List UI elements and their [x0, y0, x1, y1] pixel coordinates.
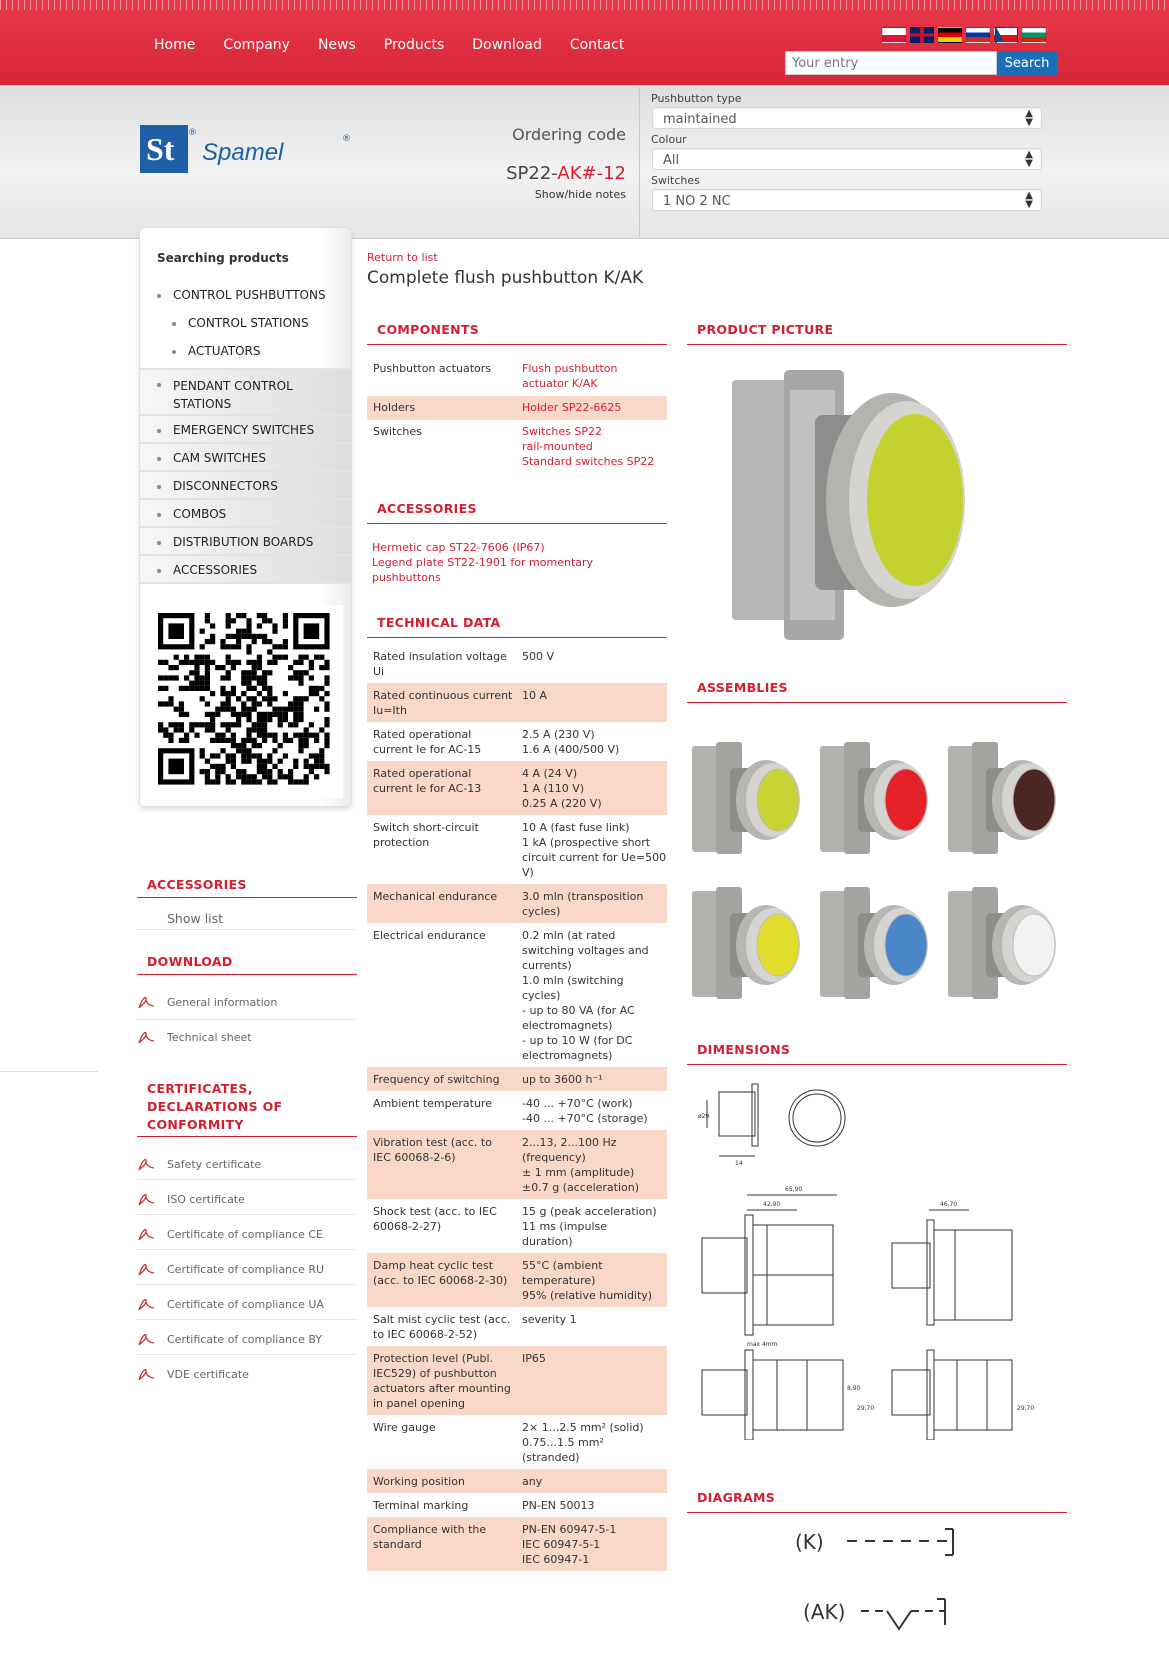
- row-value-line: 3.0 mln (transposition: [522, 890, 644, 903]
- show-hide-notes-link[interactable]: Show/hide notes: [534, 188, 626, 201]
- divider: [687, 1512, 1067, 1513]
- row-key-line: (acc. to IEC 60068-2-30): [373, 1274, 508, 1287]
- row-key: [373, 1498, 468, 1513]
- row-value-line: temperature): [522, 1274, 596, 1287]
- row-value-line: 2...13, 2...100 Hz: [522, 1136, 617, 1149]
- accessories-list: [372, 540, 593, 585]
- page-title: Complete flush pushbutton K/AK: [367, 268, 644, 288]
- nav-products[interactable]: Products: [383, 37, 445, 53]
- row-key-line: Damp heat cyclic test: [373, 1259, 494, 1272]
- row-value-line: up to 3600 h⁻¹: [522, 1073, 603, 1086]
- colour-select[interactable]: All ▲ ▼: [652, 148, 1042, 170]
- diagrams-heading: DIAGRAMS: [697, 1490, 776, 1505]
- accessories-heading: ACCESSORIES: [147, 877, 247, 892]
- row-value-line: - up to 80 VA (for AC: [522, 1004, 635, 1017]
- row-value-line: cycles): [522, 905, 561, 918]
- dimensions-drawing: [697, 1080, 1077, 1444]
- row-key: [373, 928, 486, 943]
- row-key: [373, 424, 422, 439]
- product-image[interactable]: [720, 360, 990, 654]
- pdf-icon: [137, 1226, 155, 1242]
- divider: [137, 1249, 357, 1250]
- row-value: [522, 1096, 648, 1126]
- pdf-icon: [137, 1156, 155, 1172]
- row-value: [522, 1258, 652, 1303]
- row-value-line: PN-EN 50013: [522, 1499, 595, 1512]
- return-to-list-link[interactable]: Return to list: [367, 251, 438, 264]
- pdf-icon: [137, 1261, 155, 1277]
- row-value-line: - up to 10 W (for DC: [522, 1034, 633, 1047]
- row-value: [522, 928, 649, 1063]
- row-key-line: Shock test (acc. to IEC: [373, 1205, 497, 1218]
- sidebar-item-disconnectors[interactable]: DISCONNECTORS: [157, 479, 278, 493]
- accessory-link[interactable]: pushbuttons: [372, 571, 441, 584]
- diagram-ak-label: (AK): [803, 1600, 846, 1624]
- row-value-line: IP65: [522, 1352, 546, 1365]
- component-link[interactable]: Standard switches SP22: [522, 455, 655, 468]
- pdf-icon: [137, 1029, 155, 1045]
- svg-text:8,90: 8,90: [847, 1385, 861, 1392]
- row-key: [373, 1096, 492, 1111]
- sidebar-item-control-stations[interactable]: CONTROL STATIONS: [172, 316, 309, 330]
- switches-label: Switches: [651, 174, 700, 187]
- row-value: [522, 1351, 546, 1366]
- certificate-link[interactable]: Certificate of compliance RU: [167, 1263, 325, 1276]
- row-value-line: cycles): [522, 989, 561, 1002]
- divider: [137, 1354, 357, 1355]
- row-key-line: IEC529) of pushbutton: [373, 1367, 497, 1380]
- row-value: [522, 820, 666, 880]
- row-value[interactable]: [522, 400, 621, 415]
- row-key-line: Protection level (Publ.: [373, 1352, 494, 1365]
- row-value-line: electromagnets): [522, 1049, 613, 1062]
- svg-text:14: 14: [735, 1160, 743, 1167]
- row-value: [522, 727, 619, 757]
- component-link[interactable]: Holder SP22-6625: [522, 401, 622, 414]
- divider: [687, 1064, 1067, 1065]
- row-value[interactable]: [522, 361, 618, 391]
- download-general-information-link[interactable]: General information: [167, 996, 278, 1009]
- download-technical-sheet-link[interactable]: Technical sheet: [167, 1031, 252, 1044]
- row-key-line: current Ie for AC-15: [373, 743, 482, 756]
- tech-row: [367, 761, 667, 815]
- row-value-line: any: [522, 1475, 543, 1488]
- pushbutton-type-select[interactable]: maintained ▲ ▼: [652, 107, 1042, 129]
- row-key-line: Compliance with the: [373, 1523, 487, 1536]
- row-value-line: 0.75...1.5 mm²: [522, 1436, 604, 1449]
- pdf-icon: [137, 1296, 155, 1312]
- nav-news[interactable]: News: [317, 37, 356, 53]
- row-key-line: to IEC 60068-2-52): [373, 1328, 478, 1341]
- sidebar-item-emergency-switches[interactable]: EMERGENCY SWITCHES: [157, 423, 314, 437]
- sidebar-item-combos[interactable]: COMBOS: [157, 507, 226, 521]
- component-link[interactable]: actuator K/AK: [522, 377, 598, 390]
- row-key: [373, 1474, 465, 1489]
- row-value-line: 2.5 A (230 V): [522, 728, 595, 741]
- row-value-line: 0.25 A (220 V): [522, 797, 602, 810]
- assembly-thumbnail[interactable]: [818, 883, 938, 1007]
- nav-contact[interactable]: Contact: [569, 37, 625, 53]
- divider: [687, 344, 1067, 345]
- pdf-icon: [137, 1191, 155, 1207]
- svg-text:46,70: 46,70: [940, 1201, 958, 1208]
- flag-de-icon[interactable]: [938, 27, 962, 43]
- svg-text:®: ®: [188, 128, 197, 138]
- decorative-ruler: [0, 0, 1169, 10]
- row-value: [522, 889, 643, 919]
- component-link[interactable]: rail-mounted: [522, 440, 593, 453]
- component-row: [367, 420, 667, 474]
- assembly-thumbnail[interactable]: [690, 738, 810, 862]
- header-divider: [639, 87, 640, 237]
- search-input[interactable]: [785, 51, 997, 75]
- row-value: [522, 649, 554, 664]
- divider: [367, 523, 667, 524]
- row-value-line: 10 A: [522, 689, 548, 702]
- nav-download[interactable]: Download: [472, 37, 542, 53]
- row-key-line: Rated continuous current: [373, 689, 513, 702]
- row-value-line: IEC 60947-5-1: [522, 1538, 601, 1551]
- tech-row: [367, 1415, 667, 1469]
- divider: [137, 1319, 357, 1320]
- divider: [137, 1284, 357, 1285]
- tech-row: [367, 1067, 667, 1091]
- row-key-line: Rated insulation voltage: [373, 650, 507, 663]
- row-key-line: Rated operational: [373, 728, 472, 741]
- dimensions-heading: DIMENSIONS: [697, 1042, 791, 1057]
- row-value[interactable]: [522, 424, 654, 469]
- row-key: [373, 649, 507, 679]
- ordering-code: SP22-AK#-12: [506, 163, 626, 184]
- row-value-line: 4 A (24 V): [522, 767, 578, 780]
- tech-row: [367, 1199, 667, 1253]
- assemblies-heading: ASSEMBLIES: [697, 680, 788, 695]
- row-value-line: 1 kA (prospective short: [522, 836, 651, 849]
- divider: [0, 1071, 98, 1072]
- row-key: [373, 1522, 486, 1552]
- component-row: [367, 396, 667, 420]
- row-value-line: (stranded): [522, 1451, 580, 1464]
- tech-row: [367, 644, 667, 683]
- sidebar-item-pendant-control-stations[interactable]: PENDANT CONTROL STATIONS: [157, 377, 337, 413]
- row-key-line: Working position: [373, 1475, 465, 1488]
- row-value-line: 2× 1...2.5 mm² (solid): [522, 1421, 644, 1434]
- sidebar-item-actuators[interactable]: ACTUATORS: [172, 344, 261, 358]
- sidebar-item-cam-switches[interactable]: CAM SWITCHES: [157, 451, 266, 465]
- accessory-link[interactable]: Legend plate ST22-1901 for momentary: [372, 556, 594, 569]
- divider: [140, 582, 351, 584]
- row-key-line: Holders: [373, 401, 416, 414]
- accessories-section-heading: ACCESSORIES: [377, 501, 477, 516]
- row-key: [373, 889, 497, 904]
- row-value: [522, 1522, 616, 1567]
- tech-row: [367, 884, 667, 923]
- row-value: [522, 1498, 595, 1513]
- pdf-icon: [137, 994, 155, 1010]
- divider: [367, 344, 667, 345]
- certificate-link[interactable]: Safety certificate: [167, 1158, 262, 1171]
- language-flags: [882, 27, 1046, 43]
- assembly-thumbnail[interactable]: [946, 738, 1066, 862]
- row-key-line: Vibration test (acc. to: [373, 1136, 492, 1149]
- row-value-line: 1.0 mln (switching: [522, 974, 624, 987]
- row-value: [522, 688, 547, 703]
- switch-diagrams: [795, 1525, 975, 1649]
- row-value-line: electromagnets): [522, 1019, 613, 1032]
- certificate-link[interactable]: VDE certificate: [167, 1368, 249, 1381]
- row-value-line: V): [522, 866, 534, 879]
- tech-row: [367, 722, 667, 761]
- row-value-line: circuit current for Ue=500: [522, 851, 667, 864]
- row-value-line: currents): [522, 959, 572, 972]
- qr-code: [150, 605, 343, 798]
- row-key: [373, 400, 415, 415]
- row-value-line: 500 V: [522, 650, 555, 663]
- pushbutton-type-label: Pushbutton type: [651, 92, 742, 105]
- svg-text:ø29: ø29: [698, 1113, 710, 1120]
- certificates-heading: CERTIFICATES, DECLARATIONS OF CONFORMITY: [147, 1081, 283, 1132]
- row-key: [373, 1312, 510, 1342]
- spamel-logo[interactable]: [140, 125, 360, 179]
- show-list-link[interactable]: Show list: [167, 911, 224, 926]
- row-key-line: standard: [373, 1538, 422, 1551]
- svg-text:65,90: 65,90: [785, 1186, 803, 1193]
- tech-row: [367, 1253, 667, 1307]
- row-value-line: severity 1: [522, 1313, 577, 1326]
- switches-select[interactable]: 1 NO 2 NC ▲ ▼: [652, 189, 1042, 211]
- row-value-line: (frequency): [522, 1151, 586, 1164]
- row-key-line: Salt mist cyclic test (acc.: [373, 1313, 511, 1326]
- row-value-line: ± 1 mm (amplitude): [522, 1166, 635, 1179]
- assembly-thumbnail[interactable]: [690, 883, 810, 1007]
- row-key-line: Frequency of switching: [373, 1073, 500, 1086]
- row-value-line: 0.2 mln (at rated: [522, 929, 616, 942]
- row-key-line: Wire gauge: [373, 1421, 436, 1434]
- flag-ru-icon[interactable]: [966, 27, 990, 43]
- row-value: [522, 1135, 639, 1195]
- row-value-line: 55°C (ambient: [522, 1259, 603, 1272]
- row-key-line: in panel opening: [373, 1397, 466, 1410]
- divider: [137, 1179, 357, 1180]
- tech-row: [367, 1493, 667, 1517]
- flag-cz-icon[interactable]: [994, 27, 1018, 43]
- flag-bg-icon[interactable]: [1022, 27, 1046, 43]
- tech-row: [367, 815, 667, 884]
- row-key: [373, 1258, 507, 1288]
- pdf-icon: [137, 1331, 155, 1347]
- download-heading: DOWNLOAD: [147, 954, 233, 969]
- row-key: [373, 1420, 436, 1435]
- row-key-line: Switches: [373, 425, 422, 438]
- row-value-line: 95% (relative humidity): [522, 1289, 653, 1302]
- row-value: [522, 1312, 577, 1327]
- svg-text:®: ®: [342, 134, 351, 144]
- divider: [137, 974, 357, 975]
- row-key-line: Terminal marking: [373, 1499, 469, 1512]
- row-key-line: Mechanical endurance: [373, 890, 498, 903]
- flag-en-icon[interactable]: [910, 27, 934, 43]
- row-value: [522, 1072, 603, 1087]
- svg-text:Spamel: Spamel: [202, 139, 284, 166]
- flag-pl-icon[interactable]: [882, 27, 906, 43]
- row-key: [373, 1351, 511, 1411]
- row-key: [373, 820, 479, 850]
- divider: [137, 897, 357, 898]
- row-key-line: Iu=Ith: [373, 704, 407, 717]
- row-value-line: -40 ... +70°C (storage): [522, 1112, 648, 1125]
- sidebar-title: Searching products: [157, 251, 289, 265]
- select-arrows-icon: ▲ ▼: [1025, 190, 1033, 210]
- row-value-line: IEC 60947-1: [522, 1553, 590, 1566]
- tech-row: [367, 683, 667, 722]
- row-key: [373, 688, 512, 718]
- row-value: [522, 1474, 542, 1489]
- divider: [137, 1136, 357, 1137]
- nav-home[interactable]: Home: [154, 37, 196, 53]
- tech-row: [367, 1091, 667, 1130]
- divider: [367, 637, 667, 638]
- component-link[interactable]: Switches SP22: [522, 425, 602, 438]
- divider: [687, 702, 1067, 703]
- row-value-line: switching voltages and: [522, 944, 649, 957]
- row-value-line: 10 A (fast fuse link): [522, 821, 630, 834]
- tech-row: [367, 1517, 667, 1571]
- components-heading: COMPONENTS: [377, 322, 480, 337]
- select-arrows-icon: ▲ ▼: [1025, 149, 1033, 169]
- main-nav: [154, 37, 624, 53]
- row-value-line: PN-EN 60947-5-1: [522, 1523, 617, 1536]
- search-button[interactable]: Search: [997, 51, 1057, 75]
- ordering-code-label: Ordering code: [512, 125, 626, 144]
- row-key-line: Ambient temperature: [373, 1097, 492, 1110]
- divider: [137, 1214, 357, 1215]
- certificate-link[interactable]: Certificate of compliance UA: [167, 1298, 324, 1311]
- svg-text:29,70: 29,70: [1017, 1405, 1035, 1412]
- row-key-line: current Ie for AC-13: [373, 782, 482, 795]
- row-key-line: Ui: [373, 665, 385, 678]
- row-key-line: actuators after mounting: [373, 1382, 511, 1395]
- tech-row: [367, 1130, 667, 1199]
- assembly-thumbnail[interactable]: [818, 738, 938, 862]
- tech-row: [367, 1346, 667, 1415]
- tech-row: [367, 1307, 667, 1346]
- tech-row: [367, 1469, 667, 1493]
- row-key-line: Electrical endurance: [373, 929, 486, 942]
- svg-text:29,70: 29,70: [857, 1405, 875, 1412]
- row-value: [522, 766, 602, 811]
- row-key: [373, 361, 491, 376]
- row-value-line: -40 ... +70°C (work): [522, 1097, 633, 1110]
- accessory-link[interactable]: Hermetic cap ST22-7606 (IP67): [372, 541, 545, 554]
- certificate-link[interactable]: Certificate of compliance CE: [167, 1228, 323, 1241]
- tech-row: [367, 923, 667, 1067]
- row-key: [373, 1204, 497, 1234]
- row-value-line: ±0.7 g (acceleration): [522, 1181, 640, 1194]
- divider: [137, 929, 357, 930]
- product-picture-heading: PRODUCT PICTURE: [697, 322, 834, 337]
- row-key: [373, 1072, 500, 1087]
- row-value-line: 11 ms (impulse: [522, 1220, 608, 1233]
- row-key: [373, 766, 481, 796]
- row-key-line: Pushbutton actuators: [373, 362, 492, 375]
- row-key-line: protection: [373, 836, 430, 849]
- row-key-line: Switch short-circuit: [373, 821, 479, 834]
- technical-data-heading: TECHNICAL DATA: [377, 615, 501, 630]
- row-value-line: duration): [522, 1235, 573, 1248]
- row-value: [522, 1420, 644, 1465]
- nav-company[interactable]: Company: [223, 37, 290, 53]
- certificate-link[interactable]: Certificate of compliance BY: [167, 1333, 323, 1346]
- svg-text:St: St: [146, 131, 175, 167]
- row-value: [522, 1204, 657, 1249]
- row-value-line: 1.6 A (400/500 V): [522, 743, 620, 756]
- certificate-link[interactable]: ISO certificate: [167, 1193, 245, 1206]
- row-key-line: IEC 60068-2-6): [373, 1151, 456, 1164]
- pdf-icon: [137, 1366, 155, 1382]
- diagram-k-label: (K): [795, 1530, 824, 1554]
- divider: [137, 1019, 357, 1020]
- row-key: [373, 1135, 492, 1165]
- row-key-line: 60068-2-27): [373, 1220, 442, 1233]
- row-key-line: Rated operational: [373, 767, 472, 780]
- row-value-line: 15 g (peak acceleration): [522, 1205, 657, 1218]
- row-value-line: 1 A (110 V): [522, 782, 585, 795]
- component-link[interactable]: Flush pushbutton: [522, 362, 618, 375]
- colour-label: Colour: [651, 133, 687, 146]
- select-arrows-icon: ▲ ▼: [1025, 108, 1033, 128]
- assembly-thumbnail[interactable]: [946, 883, 1066, 1007]
- svg-text:max 4mm: max 4mm: [747, 1341, 778, 1348]
- row-key: [373, 727, 481, 757]
- sidebar-item-accessories[interactable]: ACCESSORIES: [157, 563, 257, 577]
- sidebar-item-control-pushbuttons[interactable]: CONTROL PUSHBUTTONS: [157, 288, 326, 302]
- component-row: [367, 357, 667, 396]
- sidebar-item-distribution-boards[interactable]: DISTRIBUTION BOARDS: [157, 535, 313, 549]
- svg-text:42,90: 42,90: [763, 1201, 781, 1208]
